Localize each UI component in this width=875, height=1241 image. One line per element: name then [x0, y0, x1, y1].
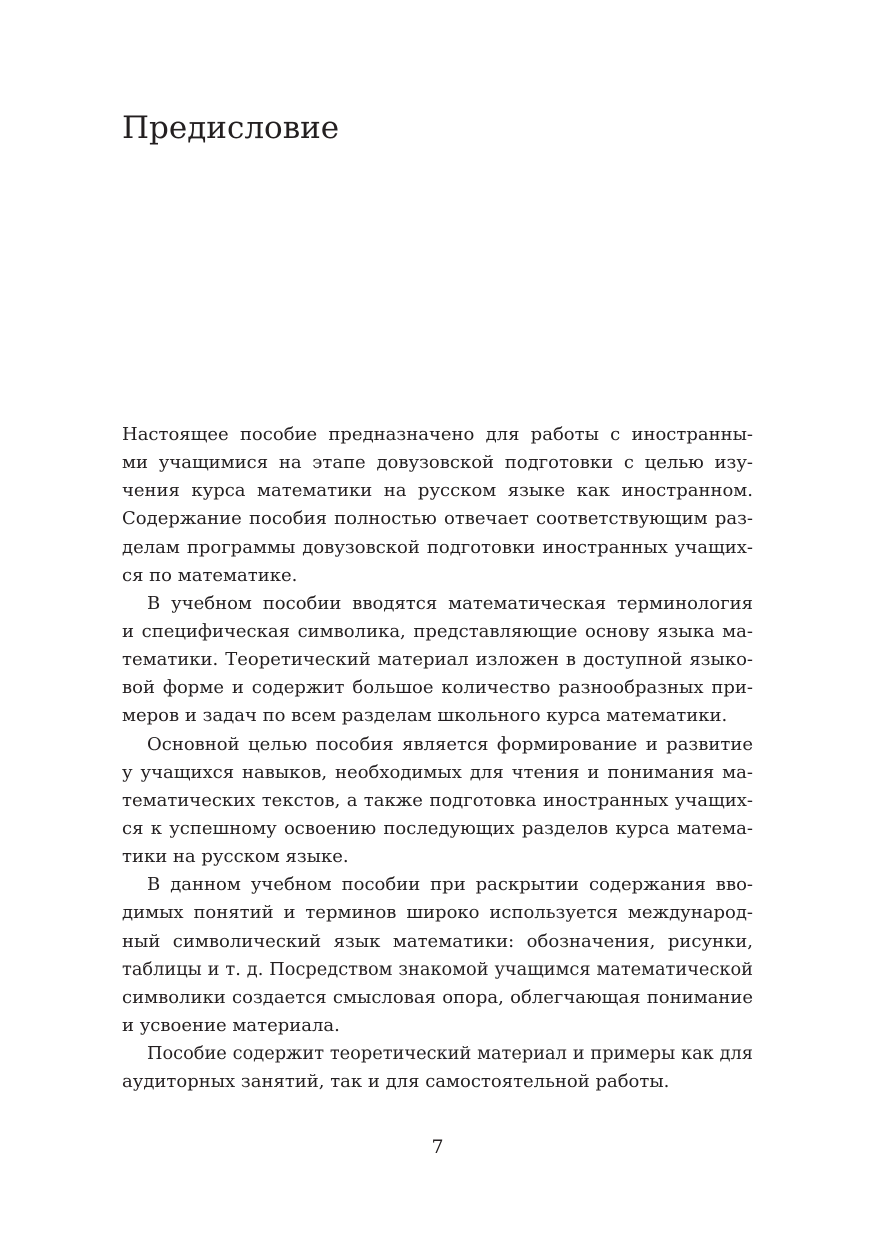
text-line: делам программы довузовской подготовки иностранных учащих- — [122, 536, 753, 558]
page-title: Предисловие — [122, 110, 340, 146]
text-line: тики на русском языке. — [122, 846, 349, 868]
preface-text — [122, 421, 753, 1096]
text-line: чения курса математики на русском языке как иностранном. — [122, 480, 753, 502]
text-line: В данном учебном пособии при раскрытии содержания вво- — [147, 874, 753, 896]
text-line: тематических текстов, а также подготовка иностранных учащих- — [122, 789, 753, 811]
text-line: В учебном пособии вводятся математическая терминология — [147, 592, 753, 614]
page-number: 7 — [431, 1136, 444, 1158]
text-line: меров и задач по всем разделам школьного курса математики. — [122, 705, 728, 727]
text-line: ся по математике. — [122, 564, 298, 586]
text-line: тематики. Теоретический материал изложен в доступной языко- — [122, 649, 753, 671]
text-line: Содержание пособия полностью отвечает соответствующим раз- — [122, 508, 753, 530]
text-line: символики создается смысловая опора, облегчающая понимание — [122, 986, 753, 1008]
text-line: у учащихся навыков, необходимых для чтения и понимания ма- — [122, 761, 753, 783]
text-line: димых понятий и терминов широко используется международ- — [122, 902, 753, 924]
text-line: таблицы и т. д. Посредством знакомой учащимся математической — [122, 959, 753, 980]
text-line: ся к успешному освоению последующих разделов курса матема- — [122, 817, 753, 839]
text-line: и усвоение материала. — [122, 1014, 340, 1036]
text-line: ный символический язык математики: обозначения, рисунки, — [122, 930, 753, 952]
text-line: Настоящее пособие предназначено для работы с иностранны- — [122, 424, 753, 445]
text-line: ми учащимися на этапе довузовской подготовки с целью изу- — [122, 452, 753, 474]
text-line: Пособие содержит теоретический материал и примеры как для — [147, 1044, 753, 1065]
text-line: и специфическая символика, представляющие основу языка ма- — [122, 620, 753, 642]
text-line: вой форме и содержит большое количество разнообразных при- — [122, 677, 753, 699]
text-line: Основной целью пособия является формирование и развитие — [147, 733, 753, 755]
text-line: аудиторных занятий, так и для самостоятельной работы. — [122, 1071, 670, 1093]
